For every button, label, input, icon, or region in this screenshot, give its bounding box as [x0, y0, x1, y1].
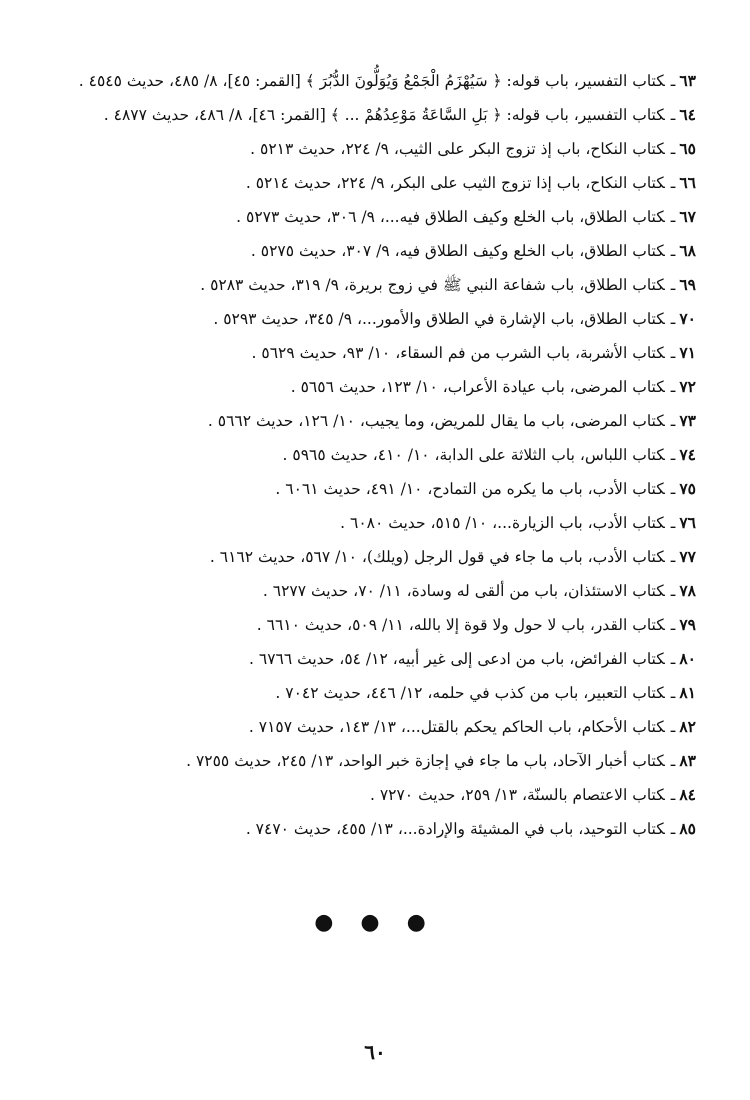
list-item: ٨٢ـكتاب الأحكام، باب الحاكم يحكم بالقتل...، ١٣/ ١٤٣، حديث ٧١٥٧ . [248, 717, 696, 736]
list-item: ٧٤ـكتاب اللباس، باب الثلاثة على الدابة، ١٠/ ٤١٠، حديث ٥٩٦٥ . [282, 445, 696, 464]
list-item: ٦٩ـكتاب الطلاق، باب شفاعة النبي ﷺ في زوج بريرة، ٩/ ٣١٩، حديث ٥٢٨٣ . [200, 275, 696, 294]
section-separator: ● ● ● [314, 910, 436, 935]
list-item: ٧١ـكتاب الأشربة، باب الشرب من فم السقاء، ١٠/ ٩٣، حديث ٥٦٢٩ . [251, 343, 696, 362]
list-item: ٧٩ـكتاب القدر، باب لا حول ولا قوة إلا بالله، ١١/ ٥٠٩، حديث ٦٦١٠ . [256, 615, 696, 634]
list-item: ٧٦ـكتاب الأدب، باب الزيارة...، ١٠/ ٥١٥، حديث ٦٠٨٠ . [340, 513, 696, 532]
list-item: ٨٥ـكتاب التوحيد، باب في المشيئة والإرادة...، ١٣/ ٤٥٥، حديث ٧٤٧٠ . [245, 819, 696, 838]
list-item: ٧٣ـكتاب المرضى، باب ما يقال للمريض، وما يجيب، ١٠/ ١٢٦، حديث ٥٦٦٢ . [207, 411, 696, 430]
list-item: ٧٥ـكتاب الأدب، باب ما يكره من التمادح، ١٠/ ٤٩١، حديث ٦٠٦١ . [275, 479, 696, 498]
page-number: ٦٠ [364, 1040, 386, 1064]
references-list [62, 64, 696, 846]
list-item: ٦٤ـكتاب التفسير، باب قوله: ﴿ بَلِ السَّاعَةُ مَوْعِدُهُمْ ... ﴾ [القمر: ٤٦]، ٨/ ٤٨٦، حديث ٤٨٧٧ . [103, 105, 696, 124]
list-item: ٨٠ـكتاب الفرائض، باب من ادعى إلى غير أبيه، ١٢/ ٥٤، حديث ٦٧٦٦ . [249, 649, 696, 668]
list-item: ٦٧ـكتاب الطلاق، باب الخلع وكيف الطلاق فيه...، ٩/ ٣٠٦، حديث ٥٢٧٣ . [236, 207, 696, 226]
list-item: ٦٣ـكتاب التفسير، باب قوله: ﴿ سَيُهْزَمُ الْجَمْعُ وَيُوَلُّونَ الدُّبُرَ ﴾ [القمر: ٤٥]، ٨/ ٤٨٥، حديث ٤٥٤٥ . [78, 71, 696, 90]
list-item: ٦٥ـكتاب النكاح، باب إذ تزوج البكر على الثيب، ٩/ ٢٢٤، حديث ٥٢١٣ . [250, 139, 696, 158]
list-item: ٨٣ـكتاب أخبار الآحاد، باب ما جاء في إجازة خبر الواحد، ١٣/ ٢٤٥، حديث ٧٢٥٥ . [186, 751, 696, 770]
list-item: ٧٨ـكتاب الاستئذان، باب من ألقى له وسادة، ١١/ ٧٠، حديث ٦٢٧٧ . [262, 581, 696, 600]
list-item: ٧٧ـكتاب الأدب، باب ما جاء في قول الرجل (ويلك)، ١٠/ ٥٦٧، حديث ٦١٦٢ . [209, 547, 696, 566]
list-item: ٨١ـكتاب التعبير، باب من كذب في حلمه، ١٢/ ٤٤٦، حديث ٧٠٤٢ . [275, 683, 696, 702]
list-item: ٦٨ـكتاب الطلاق، باب الخلع وكيف الطلاق فيه، ٩/ ٣٠٧، حديث ٥٢٧٥ . [250, 241, 696, 260]
list-item: ٧٠ـكتاب الطلاق، باب الإشارة في الطلاق والأمور...، ٩/ ٣٤٥، حديث ٥٢٩٣ . [213, 309, 696, 328]
list-item: ٦٦ـكتاب النكاح، باب إذا تزوج الثيب على البكر، ٩/ ٢٢٤، حديث ٥٢١٤ . [245, 173, 696, 192]
list-item: ٨٤ـكتاب الاعتصام بالسنّة، ١٣/ ٢٥٩، حديث ٧٢٧٠ . [369, 785, 696, 804]
list-item: ٧٢ـكتاب المرضى، باب عيادة الأعراب، ١٠/ ١٢٣، حديث ٥٦٥٦ . [290, 377, 696, 396]
